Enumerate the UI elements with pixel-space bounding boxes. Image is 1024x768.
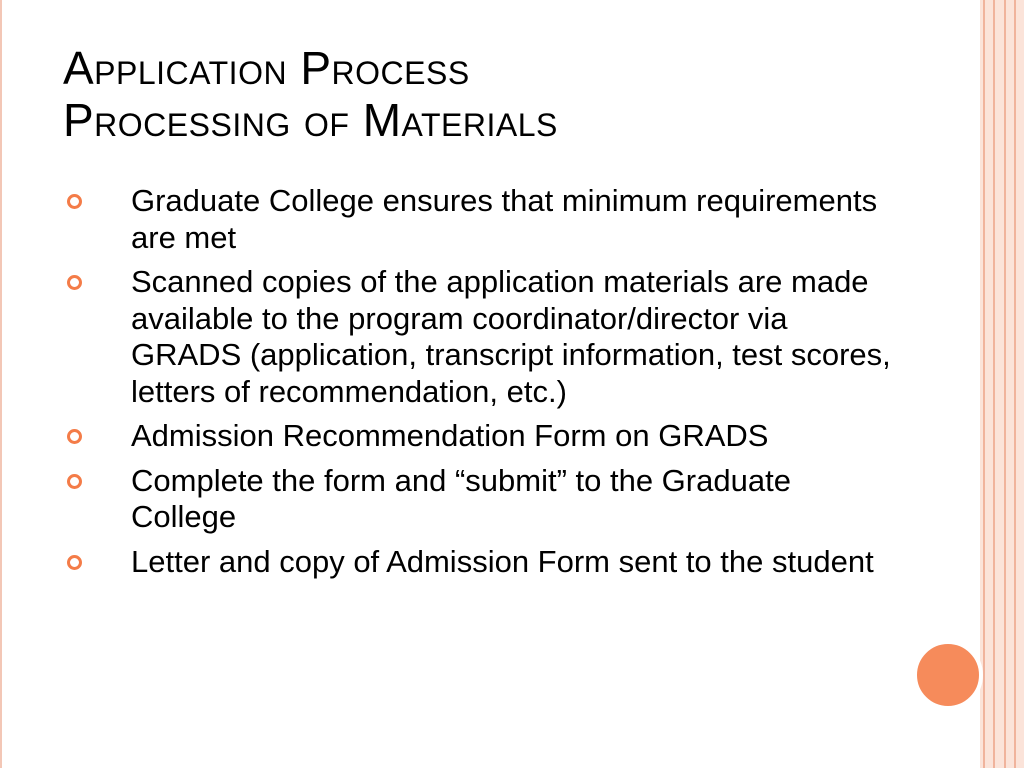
- bullet-circle-icon: [67, 275, 82, 290]
- bullet-circle-icon: [67, 429, 82, 444]
- title-line: Application Process: [63, 42, 470, 94]
- bullet-text: Letter and copy of Admission Form sent to the student: [131, 543, 874, 579]
- bullet-circle-icon: [67, 555, 82, 570]
- subtitle-line: Processing of Materials: [63, 94, 558, 146]
- bullet-list: [64, 183, 894, 588]
- decorative-stripe: [983, 0, 985, 768]
- bullet-circle-icon: [67, 194, 82, 209]
- orange-circle-decoration: [913, 640, 983, 710]
- right-decorative-band: [980, 0, 1024, 768]
- bullet-circle-icon: [67, 474, 82, 489]
- bullet-text: Admission Recommendation Form on GRADS: [131, 418, 769, 453]
- decorative-stripe: [1004, 0, 1006, 768]
- bullet-text: Complete the form and “submit” to the Graduate College: [131, 462, 791, 534]
- decorative-stripe: [1014, 0, 1016, 768]
- decorative-stripe: [993, 0, 995, 768]
- bullet-item: [64, 418, 894, 455]
- left-border-line: [0, 0, 2, 768]
- bullet-text: Graduate College ensures that minimum requirements are met: [131, 183, 878, 255]
- bullet-item: [64, 463, 894, 536]
- slide-title: [63, 42, 883, 146]
- bullet-item: [64, 264, 894, 410]
- bullet-item: [64, 183, 894, 256]
- bullet-text: Scanned copies of the application materials are made available to the program coordinator/director via GRADS (application, transcript information, test scores, letters of recommendation, etc.): [131, 264, 891, 409]
- bullet-item: [64, 544, 894, 581]
